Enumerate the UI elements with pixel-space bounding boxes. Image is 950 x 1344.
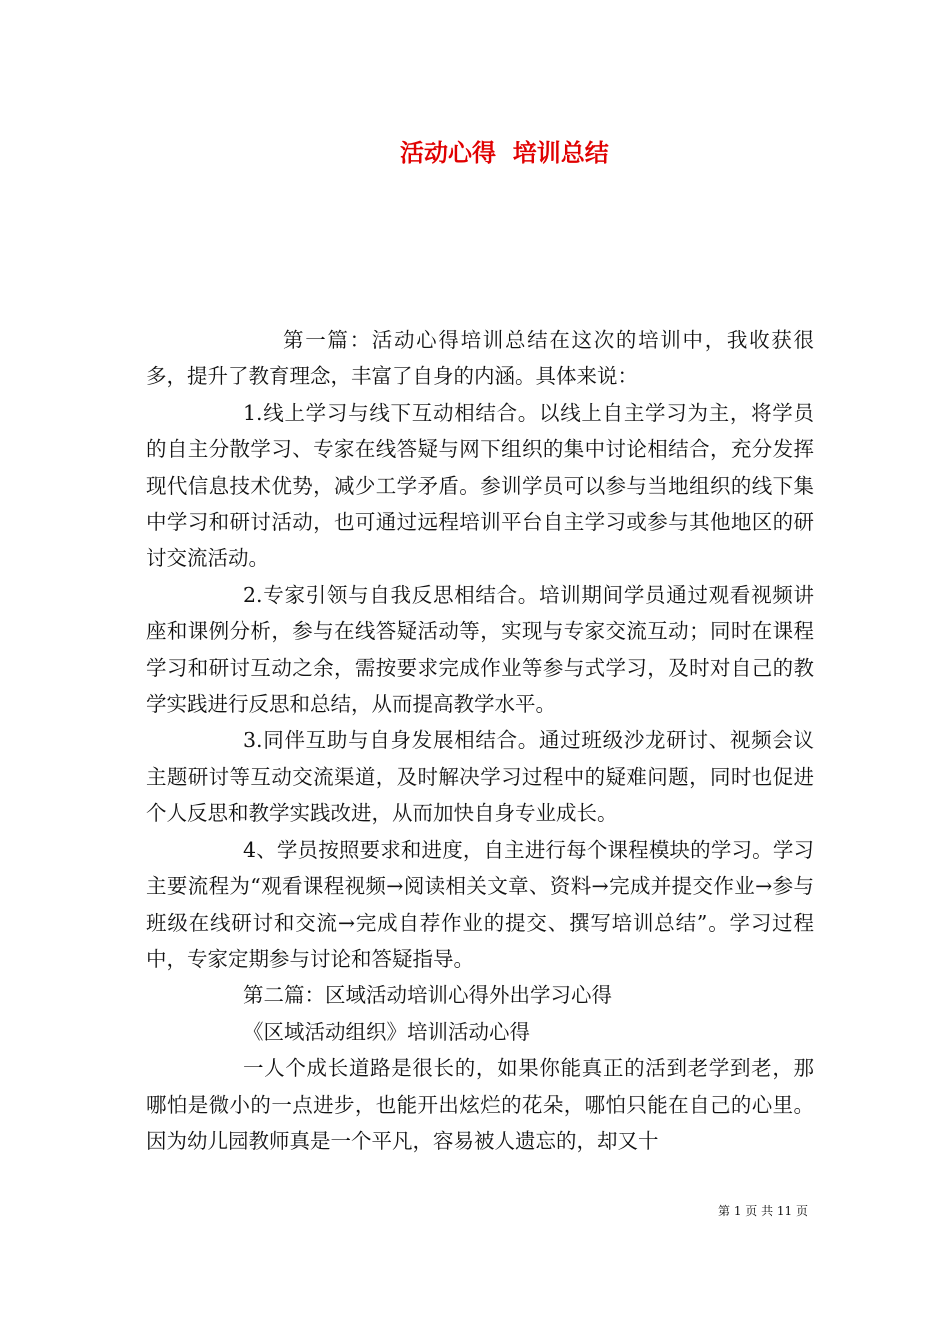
section-subheading: 《区域活动组织》培训活动心得 bbox=[243, 1019, 530, 1044]
document-body bbox=[146, 322, 814, 1159]
paragraph-point-1: 1.线上学习与线下互动相结合。以线上自主学习为主，将学员的自主分散学习、专家在线答疑与网下组织的集中讨论相结合，充分发挥现代信息技术优势，减少工学矛盾。参训学员可以参与当地组织的线下集中学习和研讨活动，也可通过远程培训平台自主学习或参与其他地区的研讨交流活动。 bbox=[146, 400, 814, 571]
paragraph-point-2: 2.专家引领与自我反思相结合。培训期间学员通过观看视频讲座和课例分析，参与在线答疑活动等，实现与专家交流互动；同时在课程学习和研讨互动之余，需按要求完成作业等参与式学习，及时对自己的教学实践进行反思和总结，从而提高教学水平。 bbox=[146, 582, 814, 717]
paragraph-growth: 一人个成长道路是很长的，如果你能真正的活到老学到老，那哪怕是微小的一点进步，也能开出炫烂的花朵，哪怕只能在自己的心里。因为幼儿园教师真是一个平凡，容易被人遗忘的，却又十 bbox=[146, 1056, 814, 1153]
document-title: 活动心得 培训总结 bbox=[400, 138, 609, 167]
paragraph-point-4: 4、学员按照要求和进度，自主进行每个课程模块的学习。学习主要流程为“观看课程视频→阅读相关文章、资料→完成并提交作业→参与班级在线研讨和交流→完成自荐作业的提交、撰写培训总结”。学习过程中，专家定期参与讨论和答疑指导。 bbox=[146, 837, 814, 971]
paragraph-intro: 第一篇：活动心得培训总结在这次的培训中，我收获很多，提升了教育理念，丰富了自身的内涵。具体来说： bbox=[146, 328, 814, 389]
section-heading-2: 第二篇：区域活动培训心得外出学习心得 bbox=[243, 983, 612, 1008]
paragraph-point-3: 3.同伴互助与自身发展相结合。通过班级沙龙研讨、视频会议主题研讨等互动交流渠道，及时解决学习过程中的疑难问题，同时也促进个人反思和教学实践改进，从而加快自身专业成长。 bbox=[146, 728, 814, 826]
page-number-footer: 第 1 页 共 11 页 bbox=[718, 1204, 808, 1218]
